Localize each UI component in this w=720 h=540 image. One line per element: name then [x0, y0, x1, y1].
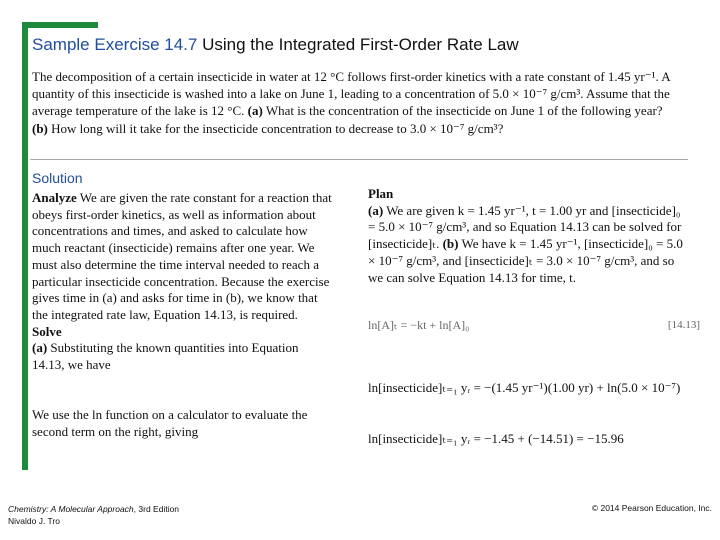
book-author: Nivaldo J. Tro [8, 516, 60, 526]
plan-part-a-label: (a) [368, 202, 384, 218]
part-b-question: How long will it take for the insecticide concentration to decrease to 3.0 × 10⁻⁷ g/cm³? [51, 120, 504, 136]
exercise-title: Using the Integrated First-Order Rate Law [202, 35, 519, 54]
solve-text: Substituting the known quantities into Equation 14.13, we have [32, 340, 299, 373]
green-bracket-left [22, 22, 28, 470]
analyze-text: We are given the rate constant for a reaction that obeys first-order kinetics, as well as information about concentrations and times, and asked to calculate how much reactant (insecticide) remains after one year. We must also determine the time interval needed to reach a particular insecticide concentration. Because the exercise gives time in (a) and asks for time in (b), we know that the integrated rate law, Equation 14.13, is required. [32, 190, 332, 322]
problem-statement [32, 68, 672, 137]
plan-part-b-text: We have k = 1.45 yr⁻¹, [insecticide]₀ = 5.0 × 10⁻⁷ g/cm³, and [insecticide]ₜ = 3.0 × 10⁻⁷ g/cm³, and so we can solve Equation 14.13 for time, t. [368, 236, 683, 285]
equation-number: [14.13] [667, 319, 700, 331]
footer-citation [8, 503, 179, 527]
analyze-section [32, 190, 332, 374]
part-a-label: (a) [247, 103, 263, 119]
equation-reference [368, 316, 708, 336]
exercise-label: Sample Exercise 14.7 [32, 35, 198, 54]
solve-part-label: (a) [32, 340, 48, 356]
part-a-question: What is the concentration of the insecticide on June 1 of the following year? [265, 103, 663, 119]
plan-part-a-text: We are given k = 1.45 yr⁻¹, t = 1.00 yr and [insecticide]₀ = 5.0 × 10⁻⁷ g/cm³, and so Equation 14.13 can be solved for [insecticide]ₜ. [368, 202, 682, 252]
footer-copyright: © 2014 Pearson Education, Inc. [591, 503, 712, 513]
intro-text: The decomposition of a certain insecticide in water at 12 °C follows first-order kinetics with a rate constant of 1.45 yr⁻¹. A quantity of this insecticide is washed into a lake on June 1, leading to a concentration of 5.0 × 10⁻⁷ g/cm³. Assume that the average temperature of the lake is 12 °C. [32, 69, 670, 119]
plan-label: Plan [368, 186, 394, 201]
divider [30, 159, 688, 160]
equation-result: ln[insecticide]ₜ₌₁ yᵣ = −1.45 + (−14.51) = −15.96 [368, 431, 624, 446]
plan-section [368, 186, 688, 286]
page-title [32, 35, 519, 55]
solve-label: Solve [32, 323, 62, 339]
analyze-label: Analyze [32, 190, 77, 205]
equation-14-13: ln[A]ₜ = −kt + ln[A]₀ [368, 318, 470, 332]
part-b-label: (b) [32, 120, 48, 136]
solution-heading: Solution [32, 170, 83, 186]
ln-explanation: We use the ln function on a calculator to evaluate the second term on the right, giving [32, 407, 308, 439]
equation-substitution: ln[insecticide]ₜ₌₁ yᵣ = −(1.45 yr⁻¹)(1.00 yr) + ln(5.0 × 10⁻⁷) [368, 380, 681, 395]
plan-part-b-label: (b) [442, 236, 459, 252]
book-title: Chemistry: A Molecular Approach [8, 504, 134, 514]
book-edition: , 3rd Edition [133, 504, 180, 514]
green-bracket-top [22, 22, 98, 28]
